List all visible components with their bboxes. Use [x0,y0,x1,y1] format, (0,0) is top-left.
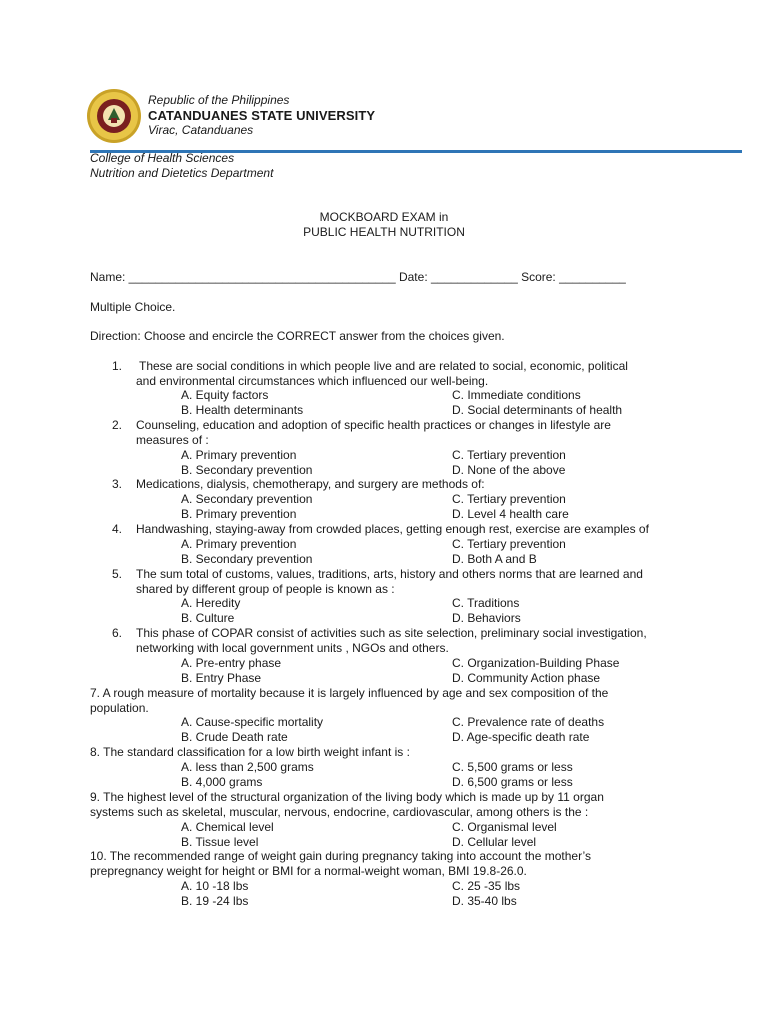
choice-a: A. Equity factors [181,388,269,402]
question-text: systems such as skeletal, muscular, nervous, endocrine, cardiovascular, among others is the : [90,805,589,819]
choice-a: A. Cause-specific mortality [181,715,324,729]
choice-c: C. Tertiary prevention [452,492,566,506]
question-number: 1. [112,359,123,373]
question-text: Counseling, education and adoption of specific health practices or changes in lifestyle are [136,418,611,432]
question-text: This phase of COPAR consist of activities such as site selection, preliminary social investigation, [136,626,647,640]
choice-d: D. None of the above [452,463,566,477]
question-number: 2. [112,418,123,432]
question-number: 6. [112,626,123,640]
question-text: measures of : [136,433,209,447]
choice-c: C. Organismal level [452,820,557,834]
republic-text: Republic of the Philippines [148,93,290,107]
choice-a: A. Pre-entry phase [181,656,282,670]
question-text: shared by different group of people is known as : [136,582,395,596]
question-number: 5. [112,567,123,581]
department-name: Nutrition and Dietetics Department [90,165,274,180]
choice-c: C. Tertiary prevention [452,537,566,551]
choice-a: A. Primary prevention [181,537,297,551]
choice-d: D. Cellular level [452,835,537,849]
choice-b: B. Health determinants [181,403,304,417]
section-heading: Multiple Choice. [90,300,176,314]
choice-a: A. Heredity [181,596,241,610]
choice-d: D. Behaviors [452,611,521,625]
question-text: 8. The standard classification for a low birth weight infant is : [90,745,410,759]
question-text: 7. A rough measure of mortality because it is largely influenced by age and sex composition of the [90,686,609,700]
choice-c: C. Prevalence rate of deaths [452,715,605,729]
question-text: Handwashing, staying-away from crowded places, getting enough rest, exercise are examples of [136,522,649,536]
choice-d: D. 35-40 lbs [452,894,517,908]
location-text: Virac, Catanduanes [148,123,254,137]
choice-d: D. Age-specific death rate [452,730,590,744]
choice-b: B. Secondary prevention [181,552,313,566]
choice-d: D. Social determinants of health [452,403,623,417]
choice-b: B. Crude Death rate [181,730,288,744]
choice-c: C. Traditions [452,596,520,610]
college-name: College of Health Sciences [90,151,235,165]
choice-b: B. 4,000 grams [181,775,263,789]
choice-b: B. Culture [181,611,235,625]
choice-b: B. Secondary prevention [181,463,313,477]
direction-text: Direction: Choose and encircle the CORRECT answer from the choices given. [90,329,505,343]
choice-b: B. Entry Phase [181,671,262,685]
choice-d: D. 6,500 grams or less [452,775,573,789]
choice-a: A. Secondary prevention [181,492,313,506]
question-number: 3. [112,477,123,491]
choice-a: A. Primary prevention [181,448,297,462]
question-text: population. [90,701,149,715]
choice-c: C. Organization-Building Phase [452,656,620,670]
choice-d: D. Community Action phase [452,671,601,685]
choice-a: A. less than 2,500 grams [181,760,314,774]
choice-d: D. Level 4 health care [452,507,569,521]
question-text: prepregnancy weight for height or BMI for a normal-weight woman, BMI 19.8-26.0. [90,864,527,878]
question-number: 4. [112,522,123,536]
exam-title-line1: MOCKBOARD EXAM in [319,210,449,224]
choice-a: A. 10 -18 lbs [181,879,249,893]
choice-d: D. Both A and B [452,552,537,566]
university-name: CATANDUANES STATE UNIVERSITY [148,108,376,123]
choice-c: C. Tertiary prevention [452,448,566,462]
choice-c: C. 5,500 grams or less [452,760,573,774]
choice-c: C. Immediate conditions [452,388,581,402]
question-text: 9. The highest level of the structural organization of the living body which is made up by 11 organ [90,790,604,804]
choice-a: A. Chemical level [181,820,274,834]
choice-b: B. 19 -24 lbs [181,894,249,908]
question-text: and environmental circumstances which influenced our well-being. [136,374,489,388]
choice-c: C. 25 -35 lbs [452,879,521,893]
choice-b: B. Primary prevention [181,507,297,521]
exam-title-line2: PUBLIC HEALTH NUTRITION [303,225,465,239]
university-seal-icon [86,88,142,144]
choice-b: B. Tissue level [181,835,259,849]
question-text: 10. The recommended range of weight gain during pregnancy taking into account the mother’s [90,849,591,863]
question-text: networking with local government units , NGOs and others. [136,641,449,655]
college-block [90,151,273,180]
question-text: Medications, dialysis, chemotherapy, and surgery are methods of: [136,477,485,491]
question-text: These are social conditions in which people live and are related to social, economic, political [139,359,628,373]
letterhead [148,93,375,138]
name-date-score-line: Name: ________________________________________ Date: _____________ Score: __________ [90,270,626,284]
question-text: The sum total of customs, values, traditions, arts, history and others norms that are learned and [136,567,643,581]
